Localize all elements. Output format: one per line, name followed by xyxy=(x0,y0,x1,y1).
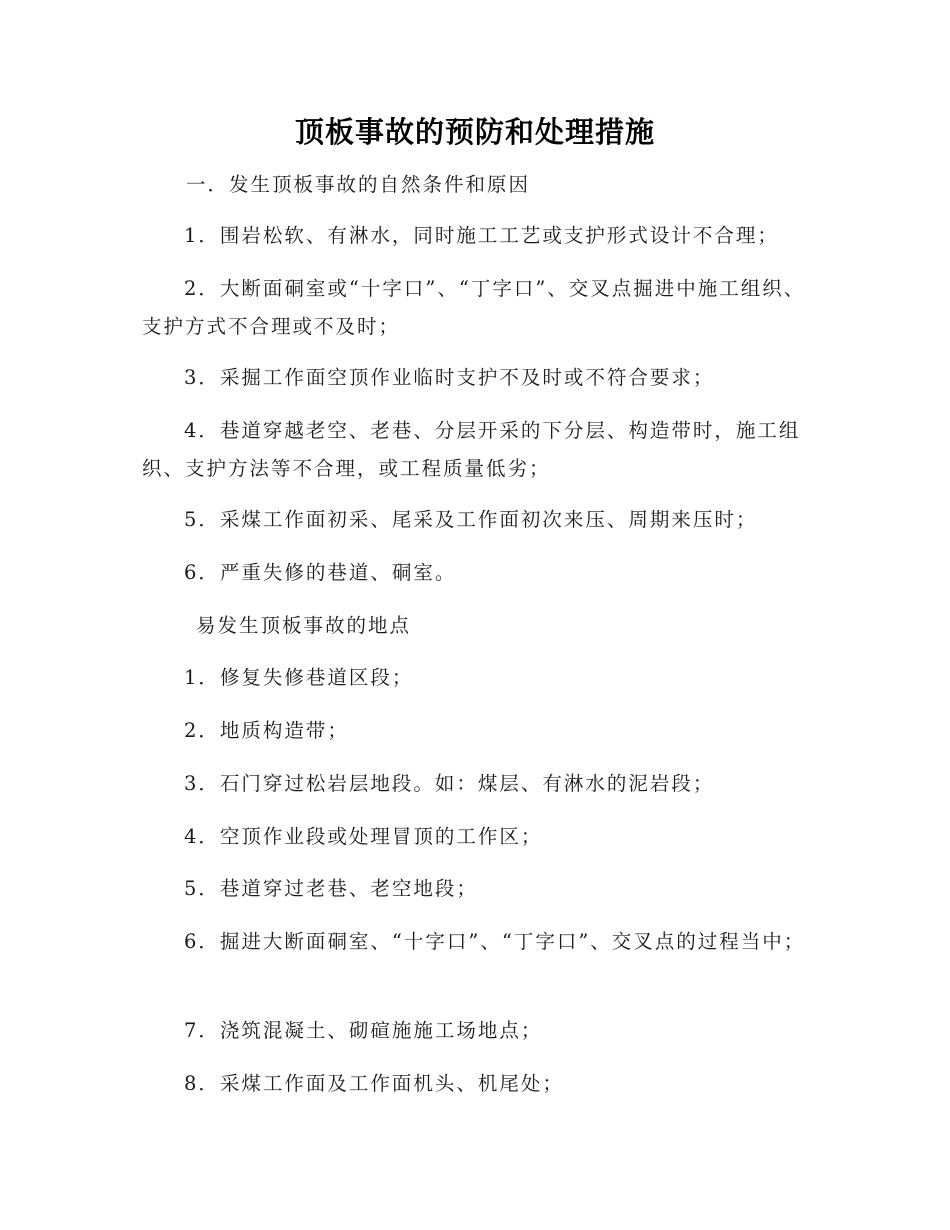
list-item: 3．石门穿过松岩层地段。如：煤层、有淋水的泥岩段； xyxy=(184,772,715,795)
list-item: 8．采煤工作面及工作面机头、机尾处； xyxy=(184,1072,564,1095)
list-item: 7．浇筑混凝土、砌碹施施工场地点； xyxy=(184,1019,543,1042)
document-title: 顶板事故的预防和处理措施 xyxy=(294,115,655,149)
list-item: 5．采煤工作面初采、尾采及工作面初次来压、周期来压时； xyxy=(184,508,758,531)
list-item: 4．巷道穿越老空、老巷、分层开采的下分层、构造带时，施工组织、支护方法等不合理，或工程质量低劣； xyxy=(142,419,801,480)
list-item: 6．严重失修的巷道、硐室。 xyxy=(184,561,457,584)
list-item: 2．地质构造带； xyxy=(184,719,349,742)
list-item: 6．掘进大断面硐室、“十字口”、“丁字口”、交叉点的过程当中； xyxy=(184,930,806,953)
list-item: 5．巷道穿过老巷、老空地段； xyxy=(184,877,478,900)
section-heading-causes: 一．发生顶板事故的自然条件和原因 xyxy=(186,173,531,196)
list-item: 2．大断面硐室或“十字口”、“丁字口”、交叉点掘进中施工组织、支护方式不合理或不及时； xyxy=(142,277,806,338)
list-item: 3．采掘工作面空顶作业临时支护不及时或不符合要求； xyxy=(184,366,715,389)
list-item: 1．围岩松软、有淋水，同时施工工艺或支护形式设计不合理； xyxy=(184,224,779,247)
list-item: 1．修复失修巷道区段； xyxy=(184,666,414,689)
section-heading-locations: 易发生顶板事故的地点 xyxy=(196,614,412,637)
list-item: 4．空顶作业段或处理冒顶的工作区； xyxy=(184,825,543,848)
